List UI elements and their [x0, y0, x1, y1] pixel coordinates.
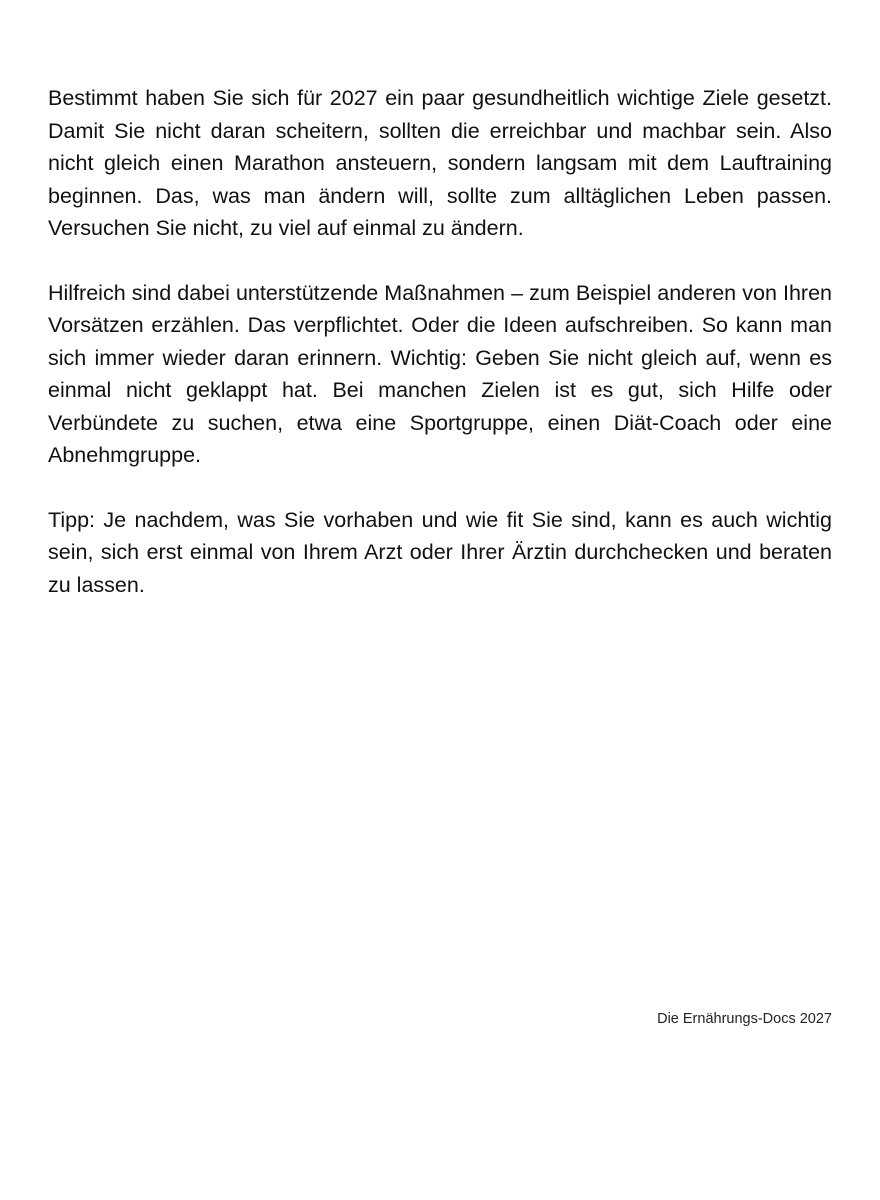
paragraph-goals: Bestimmt haben Sie sich für 2027 ein paar gesundheitlich wichtige Ziele gesetzt. Damit Sie nicht daran scheitern, sollten die erreichbar und machbar sein. Also nicht gleich einen Marathon ansteuern, sondern langsam mit dem Lauftraining beginnen. Das, was man ändern will, sollte zum alltäglichen Leben passen. Versuchen Sie nicht, zu viel auf einmal zu ändern. — [48, 86, 832, 240]
paragraph-support-measures: Hilfreich sind dabei unterstützende Maßnahmen – zum Beispiel anderen von Ihren Vorsätzen erzählen. Das verpflichtet. Oder die Ideen aufschreiben. So kann man sich immer wieder daran erinnern. Wichtig: Geben Sie nicht gleich auf, wenn es einmal nicht geklappt hat. Bei manchen Zielen ist es gut, sich Hilfe oder Verbündete zu suchen, etwa eine Sportgruppe, einen Diät-Coach oder eine Abnehmgruppe. — [48, 280, 832, 467]
footer-credit: Die Ernährungs-Docs 2027 — [657, 1011, 832, 1027]
article-body — [48, 82, 832, 633]
paragraph-tip: Tipp: Je nachdem, was Sie vorhaben und wie fit Sie sind, kann es auch wichtig sein, sich erst einmal von Ihrem Arzt oder Ihrer Ärztin durchchecken und beraten zu lassen. — [48, 507, 832, 597]
